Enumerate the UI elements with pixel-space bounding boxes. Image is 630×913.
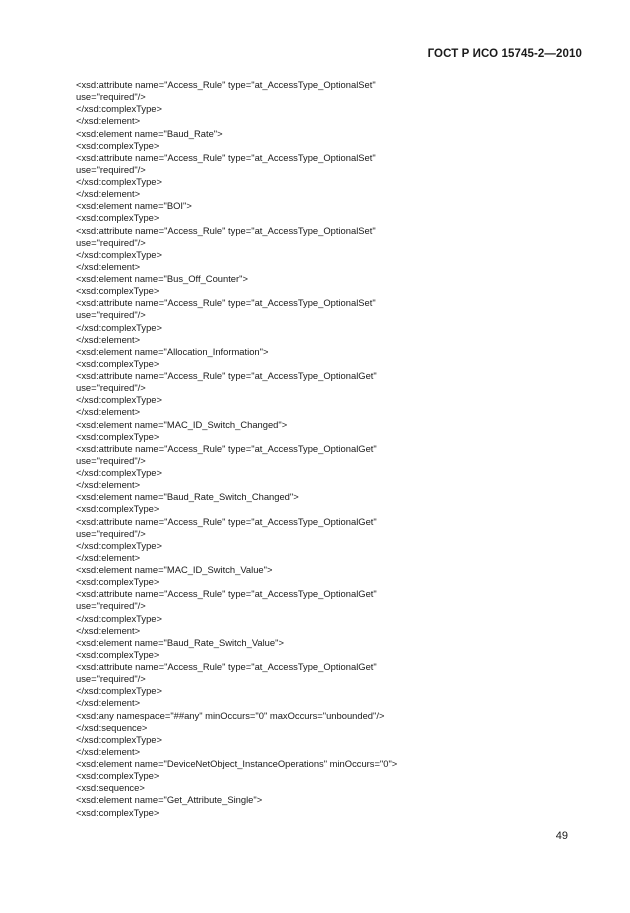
code-line: <xsd:complexType> — [76, 139, 160, 151]
code-line: use="required"/> — [76, 673, 146, 685]
code-line: </xsd:sequence> — [76, 721, 148, 733]
code-line: </xsd:complexType> — [76, 467, 162, 478]
code-line: <xsd:element name="Get_Attribute_Single"> — [76, 794, 263, 806]
code-line: </xsd:complexType> — [76, 685, 162, 697]
code-line: </xsd:element> — [76, 115, 141, 127]
code-line: </xsd:element> — [76, 551, 141, 563]
code-line: <xsd:element name="Baud_Rate"> — [76, 127, 223, 139]
code-line: <xsd:attribute name="Access_Rule" type="at_AccessType_OptionalSet" — [76, 151, 376, 163]
code-line: </xsd:element> — [76, 188, 141, 200]
code-line: <xsd:attribute name="Access_Rule" type="at_AccessType_OptionalSet" — [76, 224, 376, 236]
code-line: </xsd:element> — [76, 697, 141, 709]
code-line: <xsd:complexType> — [76, 285, 160, 297]
code-line: <xsd:element name="Bus_Off_Counter"> — [76, 273, 248, 284]
code-line: <xsd:complexType> — [76, 806, 160, 818]
code-line: </xsd:element> — [76, 479, 141, 491]
code-line: <xsd:element name="Baud_Rate_Switch_Value"> — [76, 636, 284, 648]
code-line: </xsd:element> — [76, 745, 141, 757]
code-line: use="required"/> — [76, 600, 146, 612]
page-number: 49 — [555, 830, 568, 842]
code-line: <xsd:element name="Baud_Rate_Switch_Changed"> — [76, 491, 299, 503]
code-line: <xsd:sequence> — [76, 782, 145, 794]
code-line: </xsd:element> — [76, 333, 141, 345]
code-line: <xsd:element name="BOI"> — [76, 200, 192, 212]
code-line: use="required"/> — [76, 527, 146, 539]
code-line: </xsd:complexType> — [76, 612, 162, 624]
code-line: <xsd:attribute name="Access_Rule" type="at_AccessType_OptionalSet" — [76, 79, 376, 90]
code-line: <xsd:complexType> — [76, 576, 160, 588]
code-line: <xsd:element name="Allocation_Information"> — [76, 345, 269, 357]
xsd-code-listing — [76, 79, 576, 819]
code-line: </xsd:element> — [76, 624, 141, 636]
code-line: <xsd:attribute name="Access_Rule" type="at_AccessType_OptionalGet" — [76, 588, 377, 600]
code-line: <xsd:element name="MAC_ID_Switch_Value"> — [76, 564, 273, 575]
code-line: </xsd:complexType> — [76, 394, 162, 406]
code-line: <xsd:element name="MAC_ID_Switch_Changed"> — [76, 418, 288, 430]
document-header: ГОСТ Р ИСО 15745-2—2010 — [427, 48, 582, 60]
code-line: <xsd:element name="DeviceNetObject_InstanceOperations" minOccurs="0"> — [76, 758, 398, 769]
code-line: </xsd:complexType> — [76, 248, 162, 260]
code-line: use="required"/> — [76, 454, 146, 466]
code-line: use="required"/> — [76, 236, 146, 248]
code-line: </xsd:complexType> — [76, 321, 162, 333]
code-line: <xsd:complexType> — [76, 430, 160, 442]
code-line: </xsd:element> — [76, 260, 141, 272]
code-line: <xsd:complexType> — [76, 503, 160, 515]
code-line: <xsd:attribute name="Access_Rule" type="at_AccessType_OptionalGet" — [76, 370, 377, 381]
code-line: </xsd:element> — [76, 406, 141, 418]
code-line: </xsd:complexType> — [76, 733, 162, 745]
code-line: <xsd:complexType> — [76, 212, 160, 224]
code-line: <xsd:complexType> — [76, 648, 160, 660]
code-line: use="required"/> — [76, 382, 146, 394]
code-line: <xsd:attribute name="Access_Rule" type="at_AccessType_OptionalGet" — [76, 442, 377, 454]
code-line: </xsd:complexType> — [76, 176, 162, 187]
code-line: </xsd:complexType> — [76, 539, 162, 551]
code-line: <xsd:attribute name="Access_Rule" type="at_AccessType_OptionalGet" — [76, 515, 377, 527]
code-line: </xsd:complexType> — [76, 103, 162, 115]
code-line: <xsd:any namespace="##any" minOccurs="0" maxOccurs="unbounded"/> — [76, 709, 385, 721]
code-line: <xsd:complexType> — [76, 770, 160, 782]
code-line: use="required"/> — [76, 163, 146, 175]
code-line: <xsd:attribute name="Access_Rule" type="at_AccessType_OptionalSet" — [76, 297, 376, 309]
code-line: use="required"/> — [76, 309, 146, 321]
code-line: <xsd:complexType> — [76, 357, 160, 369]
code-line: use="required"/> — [76, 91, 146, 103]
code-line: <xsd:attribute name="Access_Rule" type="at_AccessType_OptionalGet" — [76, 661, 377, 672]
